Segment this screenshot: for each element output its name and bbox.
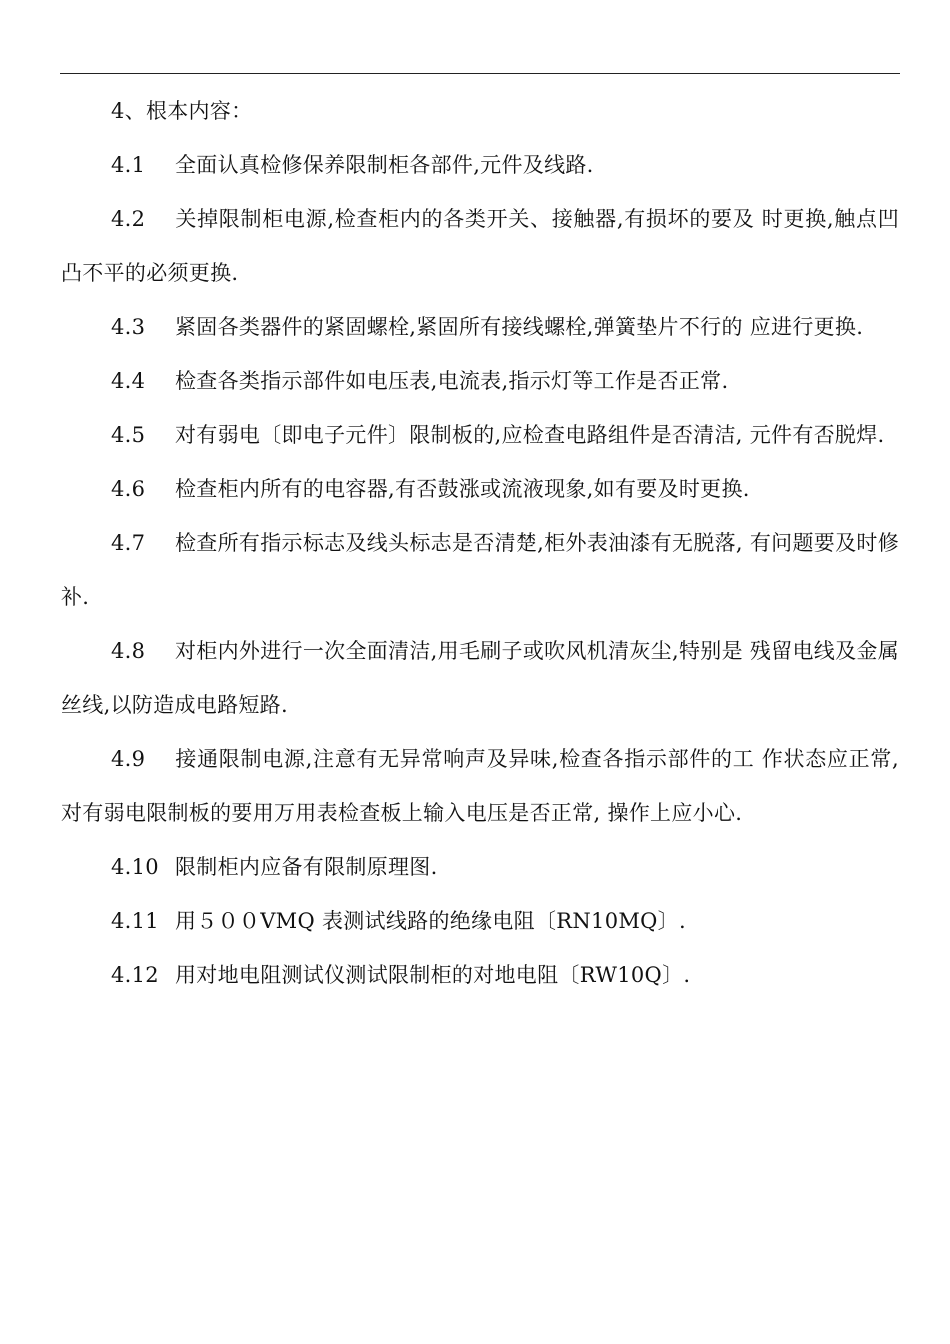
- section-heading: 4、根本内容：: [111, 99, 253, 123]
- document-body: [61, 84, 899, 1002]
- list-item: [61, 624, 899, 732]
- item-number: 4.5: [111, 423, 146, 447]
- item-text: 对有弱电〔即电子元件〕限制板的,应检查电路组件是否清洁, 元件有否脱焊.: [175, 423, 885, 447]
- item-number: 4.11: [111, 909, 159, 933]
- item-text: 全面认真检修保养限制柜各部件,元件及线路.: [175, 153, 594, 177]
- item-text: 关掉限制柜电源,检查柜内的各类开关、接触器,有损坏的要及 时更换,触点凹凸不平的必须更换.: [61, 207, 899, 285]
- list-item: [61, 192, 899, 300]
- item-text: 对柜内外进行一次全面清洁,用毛刷子或吹风机清灰尘,特别是 残留电线及金属丝线,以防造成电路短路.: [61, 639, 899, 717]
- list-item: [61, 894, 899, 948]
- list-item: [61, 462, 899, 516]
- list-item: [61, 138, 899, 192]
- item-number: 4.7: [111, 531, 146, 555]
- item-number: 4.9: [111, 747, 146, 771]
- item-number: 4.3: [111, 315, 146, 339]
- item-text: 限制柜内应备有限制原理图.: [175, 855, 438, 879]
- header-rule: [60, 73, 900, 74]
- item-number: 4.1: [111, 153, 146, 177]
- item-number: 4.2: [111, 207, 146, 231]
- list-item: [61, 354, 899, 408]
- item-number: 4.8: [111, 639, 146, 663]
- list-item: [61, 300, 899, 354]
- item-text: 用对地电阻测试仪测试限制柜的对地电阻〔RW10Q〕.: [175, 963, 691, 987]
- item-number: 4.10: [111, 855, 159, 879]
- item-text: 紧固各类器件的紧固螺栓,紧固所有接线螺栓,弹簧垫片不行的 应进行更换.: [175, 315, 864, 339]
- list-item: [61, 732, 899, 840]
- list-item: [61, 948, 899, 1002]
- list-item: [61, 516, 899, 624]
- item-text: 检查各类指示部件如电压表,电流表,指示灯等工作是否正常.: [175, 369, 729, 393]
- item-number: 4.12: [111, 963, 159, 987]
- item-text: 检查所有指示标志及线头标志是否清楚,柜外表油漆有无脱落, 有问题要及时修补.: [61, 531, 899, 609]
- item-number: 4.4: [111, 369, 146, 393]
- item-text: 用５００VMQ 表测试线路的绝缘电阻〔RN10MQ〕.: [175, 909, 686, 933]
- item-text: 检查柜内所有的电容器,有否鼓涨或流液现象,如有要及时更换.: [175, 477, 750, 501]
- list-item: [61, 840, 899, 894]
- item-number: 4.6: [111, 477, 146, 501]
- list-item: [61, 408, 899, 462]
- item-text: 接通限制电源,注意有无异常响声及异味,检查各指示部件的工 作状态应正常,对有弱电限制板的要用万用表检查板上输入电压是否正常, 操作上应小心.: [61, 747, 899, 825]
